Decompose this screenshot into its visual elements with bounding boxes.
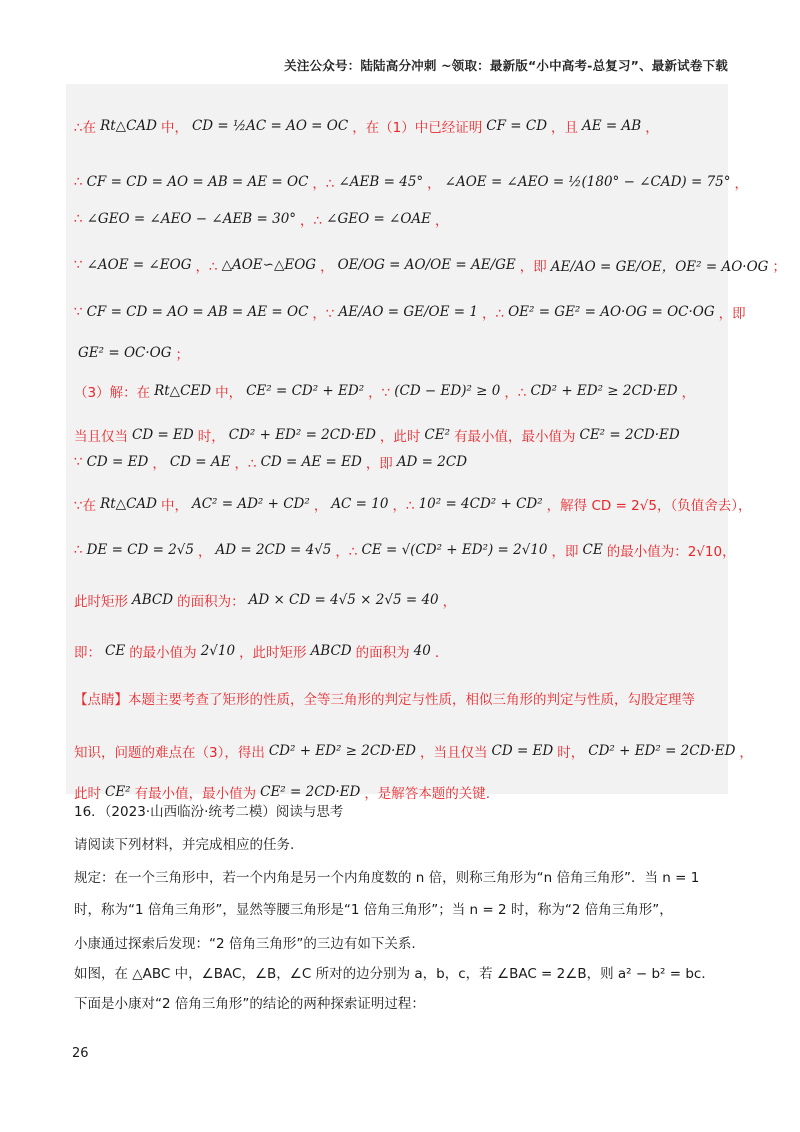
page-number: 26	[72, 1046, 89, 1061]
math-expression: ∠AOE = ∠AEO = ½(180° − ∠CAD) = 75°	[444, 174, 731, 190]
math-expression: CF = CD = AO = AB = AE = OC	[86, 174, 309, 190]
solution-text: ∵	[74, 304, 83, 320]
solution-text: ，	[320, 259, 334, 275]
solution-text: ，	[313, 498, 328, 514]
solution-text: 时，	[557, 745, 585, 761]
math-expression: ∠AEB = 45°	[338, 174, 424, 190]
solution-text: ∵	[74, 257, 83, 273]
solution-text: ，即	[718, 306, 746, 322]
question-paragraph-3: 时，称为“1 倍角三角形”，显然等腰三角形是“1 倍角三角形”；当 n = 2 时，称为“2 倍角三角形”，	[74, 902, 673, 918]
math-expression: CE²	[424, 427, 450, 443]
math-expression: AC² = AD² + CD²	[191, 496, 310, 512]
solution-line	[74, 425, 684, 445]
math-expression: ∠AOE = ∠EOG	[86, 257, 192, 273]
math-expression: ∠GEO = ∠OAE	[326, 211, 432, 227]
math-expression: CE² = 2CD·ED	[260, 784, 361, 800]
math-expression: AE = AB	[582, 118, 642, 134]
solution-line	[74, 741, 753, 761]
math-expression: OE/OG = AO/OE = AE/GE	[337, 257, 516, 273]
math-expression: CD² + ED² ≥ 2CD·ED	[268, 743, 416, 759]
solution-text: 的最小值为：2√10，	[606, 544, 736, 560]
solution-line	[74, 116, 659, 136]
solution-text: 即：	[74, 645, 101, 661]
solution-line	[74, 381, 695, 401]
solution-text: ，当且仅当	[420, 745, 488, 761]
solution-text: ，	[734, 176, 748, 192]
solution-text: 的面积为	[355, 645, 410, 661]
solution-text: ∵在	[74, 498, 97, 514]
solution-text: ，	[442, 594, 457, 610]
solution-text: ∴	[74, 211, 83, 227]
solution-text: 此时矩形	[74, 594, 128, 610]
question-paragraph-1: 请阅读下列材料，并完成相应的任务.	[74, 837, 295, 853]
solution-line	[74, 688, 695, 708]
solution-text: ，∴	[335, 544, 358, 560]
solution-text: 的最小值为	[129, 645, 197, 661]
math-expression: 10² = 4CD² + CD²	[418, 496, 543, 512]
solution-line	[74, 641, 448, 661]
math-expression: CD = AE	[169, 454, 231, 470]
solution-text: ，	[645, 120, 659, 136]
math-expression: AD = 2CD = 4√5	[215, 542, 332, 558]
question-paragraph-6: 下面是小康对“2 倍角三角形”的结论的两种探索证明过程：	[74, 996, 425, 1012]
solution-text: ，此时	[379, 429, 421, 445]
solution-text: 中，	[160, 120, 188, 136]
solution-text: ，∴	[312, 176, 335, 192]
solution-text: ，∵	[312, 306, 335, 322]
math-expression: OE² = GE² = AO·OG = OC·OG	[508, 304, 715, 320]
math-expression: CD² + ED² = 2CD·ED	[588, 743, 736, 759]
math-expression: Rt△CAD	[100, 118, 157, 134]
solution-line	[74, 343, 189, 363]
math-expression: (CD − ED)² ≥ 0	[394, 383, 501, 399]
solution-text: 有最小值，最小值为	[134, 786, 257, 802]
math-expression: CE	[105, 643, 126, 659]
solution-text: ，在（1）中已经证明	[352, 120, 483, 136]
math-expression: AD × CD = 4√5 × 2√5 = 40	[248, 592, 439, 608]
math-expression: ABCD	[310, 643, 352, 659]
math-expression: 2√10	[200, 643, 236, 659]
solution-text: ，∴	[504, 385, 527, 401]
solution-text: ，且	[551, 120, 579, 136]
solution-text: 此时	[74, 786, 101, 802]
math-expression: GE² = OC·OG	[78, 345, 172, 361]
solution-text: ，	[152, 456, 166, 472]
solution-text: ，即	[519, 259, 547, 275]
question-paragraph-2: 规定：在一个三角形中，若一个内角是另一个内角度数的 n 倍，则称三角形为“n 倍角三角形”．当 n = 1	[74, 870, 700, 886]
math-expression: DE = CD = 2√5	[86, 542, 194, 558]
question-paragraph-5: 如图，在 △ABC 中，∠BAC，∠B，∠C 所对的边分别为 a，b，c，若 ∠BAC = 2∠B，则 a² − b² = bc．	[74, 966, 715, 982]
math-expression: Rt△CAD	[100, 496, 157, 512]
math-expression: CD² + ED² ≥ 2CD·ED	[530, 383, 678, 399]
solution-line	[74, 209, 449, 229]
solution-text: ，	[435, 213, 449, 229]
math-expression: △AOE∽△EOG	[221, 257, 317, 273]
math-expression: CD = ED	[491, 743, 554, 759]
solution-text: ，此时矩形	[239, 645, 307, 661]
solution-line	[74, 452, 471, 472]
solution-line	[74, 255, 786, 275]
solution-text: 当且仅当	[74, 429, 128, 445]
solution-text: ，∵	[368, 385, 391, 401]
math-expression: CE²	[105, 784, 131, 800]
math-expression: CD² + ED² = 2CD·ED	[228, 427, 376, 443]
solution-text: 时，	[197, 429, 225, 445]
solution-text: 中，	[160, 498, 188, 514]
math-expression: CE² = CD² + ED²	[246, 383, 365, 399]
question-title: 16．（2023·山西临汾·统考二模）阅读与思考	[74, 804, 344, 820]
math-expression: CD = ED	[86, 454, 149, 470]
math-expression: CF = CD = AO = AB = AE = OC	[86, 304, 309, 320]
solution-line	[74, 540, 736, 560]
math-expression: 40	[413, 643, 431, 659]
solution-text: ，	[427, 176, 441, 192]
math-expression: CE² = 2CD·ED	[579, 427, 680, 443]
solution-text: ，∴	[300, 213, 323, 229]
solution-text: ，∴	[392, 498, 415, 514]
solution-line	[74, 172, 748, 192]
solution-text: ∵	[74, 454, 83, 470]
solution-text: 【点睛】本题主要考查了矩形的性质，全等三角形的判定与性质，相似三角形的判定与性质，勾股定理等	[74, 692, 695, 708]
math-expression: CF = CD	[486, 118, 548, 134]
solution-text: 中，	[215, 385, 243, 401]
solution-line	[74, 302, 746, 322]
solution-text: ，∴	[481, 306, 505, 322]
solution-text: ，∴	[234, 456, 257, 472]
math-expression: ABCD	[132, 592, 174, 608]
solution-text: （3）解：在	[74, 385, 151, 401]
page-header: 关注公众号：陆陆高分冲刺 ~领取：最新版“小中高考-总复习”、最新试卷下载	[284, 58, 728, 73]
math-expression: AE/AO = GE/OE = 1	[338, 304, 478, 320]
math-expression: AC = 10	[331, 496, 389, 512]
solution-text: ，∴	[195, 259, 218, 275]
solution-text: ∴	[74, 542, 83, 558]
solution-text: ，	[739, 745, 753, 761]
math-expression: AE/AO = GE/OE，OE² = AO·OG	[550, 259, 769, 275]
solution-text: ，	[198, 544, 212, 560]
math-expression: CE	[582, 542, 603, 558]
solution-text: ，是解答本题的关键.	[364, 786, 491, 802]
math-expression: CE = √(CD² + ED²) = 2√10	[361, 542, 548, 558]
math-expression: CD = ½AC = AO = OC	[191, 118, 349, 134]
solution-text: ∴	[74, 174, 83, 190]
question-paragraph-4: 小康通过探索后发现：“2 倍角三角形”的三边有如下关系.	[74, 936, 416, 952]
solution-text: ；	[772, 259, 786, 275]
solution-text: 的面积为：	[177, 594, 245, 610]
math-expression: CD = AE = ED	[260, 454, 362, 470]
solution-text: ，即	[551, 544, 579, 560]
solution-text: ．	[434, 645, 449, 661]
math-expression: AD = 2CD	[396, 454, 468, 470]
solution-line	[74, 494, 751, 514]
solution-text: ，解得 CD = 2√5，（负值舍去），	[546, 498, 752, 514]
math-expression: ∠GEO = ∠AEO − ∠AEB = 30°	[86, 211, 297, 227]
math-expression: Rt△CED	[154, 383, 212, 399]
solution-text: 有最小值，最小值为	[454, 429, 576, 445]
solution-text: ∴在	[74, 120, 97, 136]
solution-line	[74, 590, 456, 610]
solution-text: 知识，问题的难点在（3），得出	[74, 745, 265, 761]
solution-text: ；	[175, 347, 189, 363]
math-expression: CD = ED	[132, 427, 194, 443]
solution-line	[74, 782, 490, 802]
solution-text: ，	[681, 385, 696, 401]
solution-text: ，即	[365, 456, 393, 472]
